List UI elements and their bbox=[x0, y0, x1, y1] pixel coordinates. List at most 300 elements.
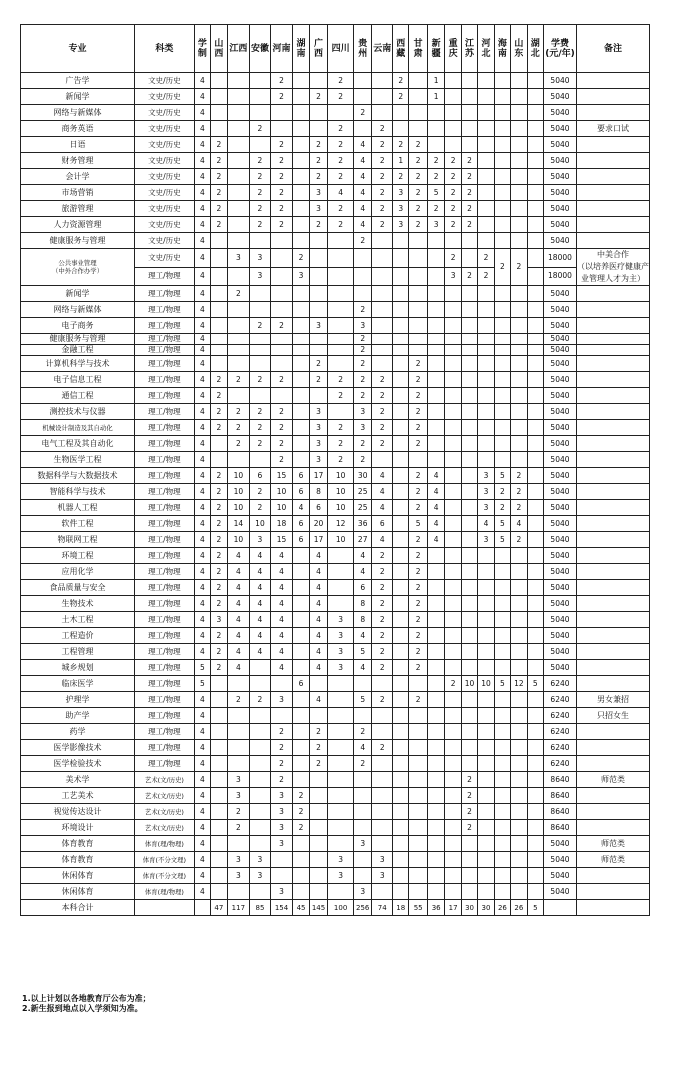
quota-cell bbox=[478, 334, 494, 345]
quota-cell: 10 bbox=[227, 484, 250, 500]
quota-cell: 3 bbox=[270, 788, 293, 804]
quota-cell: 2 bbox=[445, 169, 461, 185]
remark-cell bbox=[576, 452, 649, 468]
quota-cell bbox=[527, 452, 543, 468]
major-cell: 健康服务与管理 bbox=[21, 233, 135, 249]
quota-cell bbox=[478, 233, 494, 249]
quota-cell: 2 bbox=[328, 452, 354, 468]
remark-cell bbox=[576, 356, 649, 372]
major-cell: 数据科学与大数据技术 bbox=[21, 468, 135, 484]
quota-cell: 3 bbox=[328, 868, 354, 884]
quota-cell bbox=[353, 820, 372, 836]
tuition-cell: 6240 bbox=[544, 724, 577, 740]
quota-cell: 10 bbox=[250, 516, 271, 532]
quota-cell bbox=[478, 105, 494, 121]
quota-cell: 6 bbox=[309, 500, 328, 516]
quota-cell: 4 bbox=[194, 89, 210, 105]
quota-cell bbox=[353, 676, 372, 692]
quota-cell bbox=[478, 692, 494, 708]
quota-cell: 2 bbox=[409, 372, 428, 388]
total-value: 100 bbox=[328, 900, 354, 916]
remark-cell: 师范类 bbox=[576, 852, 649, 868]
quota-cell bbox=[372, 233, 393, 249]
quota-cell: 3 bbox=[478, 468, 494, 484]
quota-cell bbox=[494, 73, 510, 89]
quota-cell: 3 bbox=[309, 201, 328, 217]
major-cell: 通信工程 bbox=[21, 388, 135, 404]
quota-cell bbox=[445, 596, 461, 612]
quota-cell bbox=[211, 356, 227, 372]
quota-cell bbox=[328, 596, 354, 612]
category-cell: 艺术(文/历史) bbox=[135, 788, 195, 804]
table-row bbox=[21, 612, 650, 628]
quota-cell bbox=[328, 724, 354, 740]
quota-cell bbox=[250, 708, 271, 724]
quota-cell: 4 bbox=[194, 334, 210, 345]
tuition-cell: 5040 bbox=[544, 318, 577, 334]
quota-cell bbox=[445, 420, 461, 436]
quota-cell bbox=[309, 286, 328, 302]
quota-cell bbox=[270, 121, 293, 137]
quota-cell: 5 bbox=[353, 692, 372, 708]
quota-cell: 4 bbox=[309, 596, 328, 612]
major-cell: 金融工程 bbox=[21, 345, 135, 356]
quota-cell: 4 bbox=[194, 868, 210, 884]
quota-cell bbox=[372, 708, 393, 724]
major-cell: 市场营销 bbox=[21, 185, 135, 201]
quota-cell bbox=[393, 516, 409, 532]
quota-cell bbox=[445, 868, 461, 884]
category-cell: 体育(不分文理) bbox=[135, 852, 195, 868]
quota-cell bbox=[527, 484, 543, 500]
tuition-cell: 5040 bbox=[544, 452, 577, 468]
quota-cell bbox=[461, 836, 477, 852]
quota-cell bbox=[227, 185, 250, 201]
remark-cell: 师范类 bbox=[576, 836, 649, 852]
empty-cell bbox=[194, 900, 210, 916]
quota-cell: 2 bbox=[293, 820, 309, 836]
quota-cell: 4 bbox=[270, 596, 293, 612]
quota-cell bbox=[328, 356, 354, 372]
quota-cell: 6 bbox=[293, 676, 309, 692]
quota-cell bbox=[328, 580, 354, 596]
quota-cell: 4 bbox=[194, 420, 210, 436]
empty-cell bbox=[576, 900, 649, 916]
quota-cell bbox=[527, 852, 543, 868]
quota-cell bbox=[393, 105, 409, 121]
quota-cell: 15 bbox=[270, 532, 293, 548]
remark-cell bbox=[576, 612, 649, 628]
quota-cell: 2 bbox=[353, 334, 372, 345]
quota-cell: 4 bbox=[194, 580, 210, 596]
quota-cell bbox=[309, 233, 328, 249]
quota-cell: 2 bbox=[211, 372, 227, 388]
quota-cell bbox=[328, 884, 354, 900]
quota-cell bbox=[478, 137, 494, 153]
quota-cell bbox=[494, 628, 510, 644]
quota-cell bbox=[211, 740, 227, 756]
quota-cell: 4 bbox=[194, 169, 210, 185]
quota-cell bbox=[445, 644, 461, 660]
major-cell: 网络与新媒体 bbox=[21, 302, 135, 318]
quota-cell: 2 bbox=[309, 153, 328, 169]
quota-cell bbox=[409, 73, 428, 89]
table-row bbox=[21, 516, 650, 532]
tuition-cell: 5040 bbox=[544, 233, 577, 249]
quota-cell bbox=[445, 532, 461, 548]
quota-cell bbox=[353, 804, 372, 820]
tuition-cell: 5040 bbox=[544, 89, 577, 105]
quota-cell bbox=[527, 169, 543, 185]
quota-cell bbox=[527, 628, 543, 644]
quota-cell: 4 bbox=[194, 404, 210, 420]
major-cell: 机械设计制造及其自动化 bbox=[21, 420, 135, 436]
major-cell: 商务英语 bbox=[21, 121, 135, 137]
quota-cell: 3 bbox=[328, 660, 354, 676]
quota-cell: 2 bbox=[270, 185, 293, 201]
quota-cell: 6 bbox=[293, 484, 309, 500]
quota-cell bbox=[461, 452, 477, 468]
quota-cell bbox=[293, 233, 309, 249]
quota-cell bbox=[427, 756, 444, 772]
quota-cell: 4 bbox=[353, 153, 372, 169]
quota-cell bbox=[511, 740, 527, 756]
quota-cell: 4 bbox=[227, 660, 250, 676]
quota-cell: 2 bbox=[227, 372, 250, 388]
quota-cell bbox=[427, 548, 444, 564]
quota-cell bbox=[393, 500, 409, 516]
quota-cell bbox=[427, 788, 444, 804]
quota-cell bbox=[427, 345, 444, 356]
quota-cell: 2 bbox=[494, 484, 510, 500]
quota-cell: 10 bbox=[461, 676, 477, 692]
quota-cell bbox=[250, 660, 271, 676]
quota-cell: 4 bbox=[353, 660, 372, 676]
quota-cell bbox=[393, 548, 409, 564]
quota-cell: 4 bbox=[194, 772, 210, 788]
quota-cell bbox=[527, 105, 543, 121]
quota-cell bbox=[293, 73, 309, 89]
quota-cell bbox=[372, 452, 393, 468]
quota-cell bbox=[478, 628, 494, 644]
quota-cell: 18 bbox=[270, 516, 293, 532]
quota-cell bbox=[494, 388, 510, 404]
quota-cell bbox=[494, 820, 510, 836]
empty-cell bbox=[544, 900, 577, 916]
category-cell: 理工/物理 bbox=[135, 692, 195, 708]
quota-cell bbox=[494, 356, 510, 372]
quota-cell: 4 bbox=[194, 628, 210, 644]
quota-cell bbox=[409, 452, 428, 468]
table-row bbox=[21, 356, 650, 372]
category-cell: 文史/历史 bbox=[135, 105, 195, 121]
quota-cell bbox=[427, 372, 444, 388]
category-cell: 理工/物理 bbox=[135, 452, 195, 468]
quota-cell bbox=[494, 644, 510, 660]
quota-cell bbox=[250, 724, 271, 740]
quota-cell: 2 bbox=[372, 201, 393, 217]
quota-cell bbox=[270, 345, 293, 356]
major-cell: 生物技术 bbox=[21, 596, 135, 612]
quota-cell bbox=[293, 105, 309, 121]
quota-cell bbox=[409, 233, 428, 249]
quota-cell: 2 bbox=[372, 580, 393, 596]
quota-cell bbox=[427, 436, 444, 452]
column-header: 河北 bbox=[478, 25, 494, 73]
quota-cell: 17 bbox=[309, 532, 328, 548]
quota-cell: 3 bbox=[250, 852, 271, 868]
quota-cell bbox=[211, 836, 227, 852]
quota-cell bbox=[393, 580, 409, 596]
quota-cell: 3 bbox=[478, 532, 494, 548]
quota-cell: 2 bbox=[372, 217, 393, 233]
column-header: 西藏 bbox=[393, 25, 409, 73]
quota-cell bbox=[293, 612, 309, 628]
quota-cell bbox=[478, 318, 494, 334]
quota-cell: 6 bbox=[293, 468, 309, 484]
quota-cell bbox=[293, 452, 309, 468]
major-cell: 旅游管理 bbox=[21, 201, 135, 217]
quota-cell bbox=[494, 169, 510, 185]
quota-cell bbox=[393, 756, 409, 772]
quota-cell: 2 bbox=[211, 468, 227, 484]
category-cell: 文史/历史 bbox=[135, 233, 195, 249]
quota-cell bbox=[527, 724, 543, 740]
quota-cell bbox=[445, 804, 461, 820]
quota-cell bbox=[511, 788, 527, 804]
tuition-cell: 5040 bbox=[544, 73, 577, 89]
quota-cell: 2 bbox=[372, 612, 393, 628]
quota-cell: 4 bbox=[194, 500, 210, 516]
quota-cell: 4 bbox=[194, 345, 210, 356]
quota-cell: 2 bbox=[461, 804, 477, 820]
quota-cell: 2 bbox=[409, 532, 428, 548]
remark-cell bbox=[576, 318, 649, 334]
quota-cell bbox=[445, 356, 461, 372]
quota-cell: 2 bbox=[372, 388, 393, 404]
quota-cell bbox=[427, 676, 444, 692]
major-cell: 环境设计 bbox=[21, 820, 135, 836]
quota-cell: 4 bbox=[353, 628, 372, 644]
quota-cell bbox=[527, 334, 543, 345]
quota-cell bbox=[527, 436, 543, 452]
quota-cell: 4 bbox=[194, 452, 210, 468]
quota-cell: 2 bbox=[372, 548, 393, 564]
quota-cell bbox=[461, 372, 477, 388]
quota-cell bbox=[461, 724, 477, 740]
tuition-cell: 5040 bbox=[544, 345, 577, 356]
quota-cell bbox=[478, 286, 494, 302]
quota-cell bbox=[445, 468, 461, 484]
quota-cell bbox=[427, 105, 444, 121]
quota-cell bbox=[293, 169, 309, 185]
category-cell: 理工/物理 bbox=[135, 724, 195, 740]
quota-cell bbox=[494, 836, 510, 852]
quota-cell bbox=[527, 318, 543, 334]
quota-cell bbox=[409, 788, 428, 804]
quota-cell bbox=[527, 153, 543, 169]
table-row bbox=[21, 318, 650, 334]
quota-cell: 4 bbox=[353, 185, 372, 201]
quota-cell bbox=[250, 345, 271, 356]
quota-cell: 4 bbox=[194, 267, 210, 286]
quota-cell: 2 bbox=[353, 302, 372, 318]
quota-cell bbox=[409, 772, 428, 788]
quota-cell: 5 bbox=[494, 676, 510, 692]
quota-cell bbox=[527, 302, 543, 318]
quota-cell bbox=[427, 692, 444, 708]
quota-cell: 2 bbox=[445, 249, 461, 268]
quota-cell bbox=[527, 596, 543, 612]
quota-cell bbox=[478, 372, 494, 388]
quota-cell bbox=[445, 660, 461, 676]
quota-cell bbox=[270, 286, 293, 302]
quota-cell bbox=[527, 580, 543, 596]
quota-cell bbox=[478, 884, 494, 900]
remark-cell bbox=[576, 169, 649, 185]
tuition-cell: 5040 bbox=[544, 548, 577, 564]
quota-cell bbox=[527, 820, 543, 836]
quota-cell: 4 bbox=[227, 644, 250, 660]
quota-cell bbox=[478, 452, 494, 468]
quota-cell bbox=[494, 804, 510, 820]
remark-cell bbox=[576, 532, 649, 548]
quota-cell bbox=[478, 548, 494, 564]
quota-cell bbox=[445, 334, 461, 345]
quota-cell bbox=[511, 105, 527, 121]
table-row bbox=[21, 233, 650, 249]
quota-cell bbox=[227, 217, 250, 233]
quota-cell: 2 bbox=[211, 644, 227, 660]
quota-cell bbox=[461, 868, 477, 884]
quota-cell: 2 bbox=[409, 185, 428, 201]
quota-cell: 4 bbox=[270, 612, 293, 628]
quota-cell bbox=[293, 89, 309, 105]
quota-cell bbox=[494, 788, 510, 804]
quota-cell bbox=[494, 564, 510, 580]
quota-cell: 4 bbox=[194, 73, 210, 89]
quota-cell bbox=[478, 420, 494, 436]
quota-cell bbox=[372, 345, 393, 356]
quota-cell bbox=[461, 596, 477, 612]
quota-cell bbox=[409, 249, 428, 268]
category-cell: 理工/物理 bbox=[135, 612, 195, 628]
quota-cell bbox=[461, 105, 477, 121]
quota-cell: 25 bbox=[353, 484, 372, 500]
column-header: 科类 bbox=[135, 25, 195, 73]
quota-cell: 27 bbox=[353, 532, 372, 548]
major-cell: 软件工程 bbox=[21, 516, 135, 532]
quota-cell bbox=[409, 756, 428, 772]
quota-cell: 2 bbox=[409, 436, 428, 452]
quota-cell: 2 bbox=[211, 516, 227, 532]
quota-cell bbox=[445, 852, 461, 868]
quota-cell bbox=[478, 788, 494, 804]
quota-cell bbox=[445, 452, 461, 468]
remark-cell bbox=[576, 372, 649, 388]
quota-cell: 3 bbox=[227, 868, 250, 884]
category-cell: 文史/历史 bbox=[135, 201, 195, 217]
quota-cell bbox=[478, 89, 494, 105]
quota-cell bbox=[270, 388, 293, 404]
quota-cell bbox=[427, 868, 444, 884]
quota-cell: 4 bbox=[270, 660, 293, 676]
quota-cell bbox=[211, 820, 227, 836]
category-cell: 体育(不分文理) bbox=[135, 868, 195, 884]
quota-cell bbox=[494, 185, 510, 201]
table-row bbox=[21, 302, 650, 318]
table-body bbox=[21, 73, 650, 916]
quota-cell bbox=[293, 580, 309, 596]
quota-cell bbox=[393, 388, 409, 404]
quota-cell bbox=[293, 564, 309, 580]
quota-cell bbox=[494, 724, 510, 740]
quota-cell: 2 bbox=[372, 185, 393, 201]
quota-cell: 4 bbox=[194, 318, 210, 334]
remark-cell bbox=[576, 596, 649, 612]
quota-cell bbox=[211, 452, 227, 468]
quota-cell bbox=[293, 644, 309, 660]
table-row bbox=[21, 788, 650, 804]
table-row bbox=[21, 564, 650, 580]
category-cell: 文史/历史 bbox=[135, 121, 195, 137]
quota-cell: 4 bbox=[194, 372, 210, 388]
quota-cell bbox=[250, 676, 271, 692]
table-row bbox=[21, 548, 650, 564]
quota-cell bbox=[427, 628, 444, 644]
quota-cell bbox=[393, 233, 409, 249]
quota-cell bbox=[211, 756, 227, 772]
quota-cell bbox=[353, 73, 372, 89]
quota-cell bbox=[494, 153, 510, 169]
quota-cell bbox=[427, 137, 444, 153]
quota-cell bbox=[511, 153, 527, 169]
category-cell: 理工/物理 bbox=[135, 267, 195, 286]
quota-cell bbox=[328, 345, 354, 356]
quota-cell: 3 bbox=[353, 836, 372, 852]
quota-cell: 2 bbox=[328, 420, 354, 436]
quota-cell bbox=[393, 564, 409, 580]
major-cell: 食品质量与安全 bbox=[21, 580, 135, 596]
quota-cell: 3 bbox=[211, 612, 227, 628]
quota-cell: 4 bbox=[194, 804, 210, 820]
quota-cell bbox=[427, 286, 444, 302]
category-cell: 理工/物理 bbox=[135, 756, 195, 772]
major-cell: 医学影像技术 bbox=[21, 740, 135, 756]
quota-cell bbox=[250, 836, 271, 852]
quota-cell bbox=[461, 612, 477, 628]
category-cell: 理工/物理 bbox=[135, 644, 195, 660]
quota-cell: 5 bbox=[194, 676, 210, 692]
quota-cell: 2 bbox=[409, 201, 428, 217]
quota-cell bbox=[445, 137, 461, 153]
quota-cell bbox=[461, 660, 477, 676]
tuition-cell: 5040 bbox=[544, 153, 577, 169]
quota-cell bbox=[511, 345, 527, 356]
tuition-cell: 5040 bbox=[544, 516, 577, 532]
quota-cell bbox=[445, 628, 461, 644]
quota-cell: 1 bbox=[427, 73, 444, 89]
quota-cell: 4 bbox=[194, 596, 210, 612]
quota-cell: 2 bbox=[211, 153, 227, 169]
quota-cell: 2 bbox=[211, 628, 227, 644]
major-cell: 日语 bbox=[21, 137, 135, 153]
quota-cell bbox=[478, 356, 494, 372]
quota-cell bbox=[328, 548, 354, 564]
quota-cell bbox=[527, 804, 543, 820]
quota-cell bbox=[270, 852, 293, 868]
quota-cell: 2 bbox=[250, 420, 271, 436]
